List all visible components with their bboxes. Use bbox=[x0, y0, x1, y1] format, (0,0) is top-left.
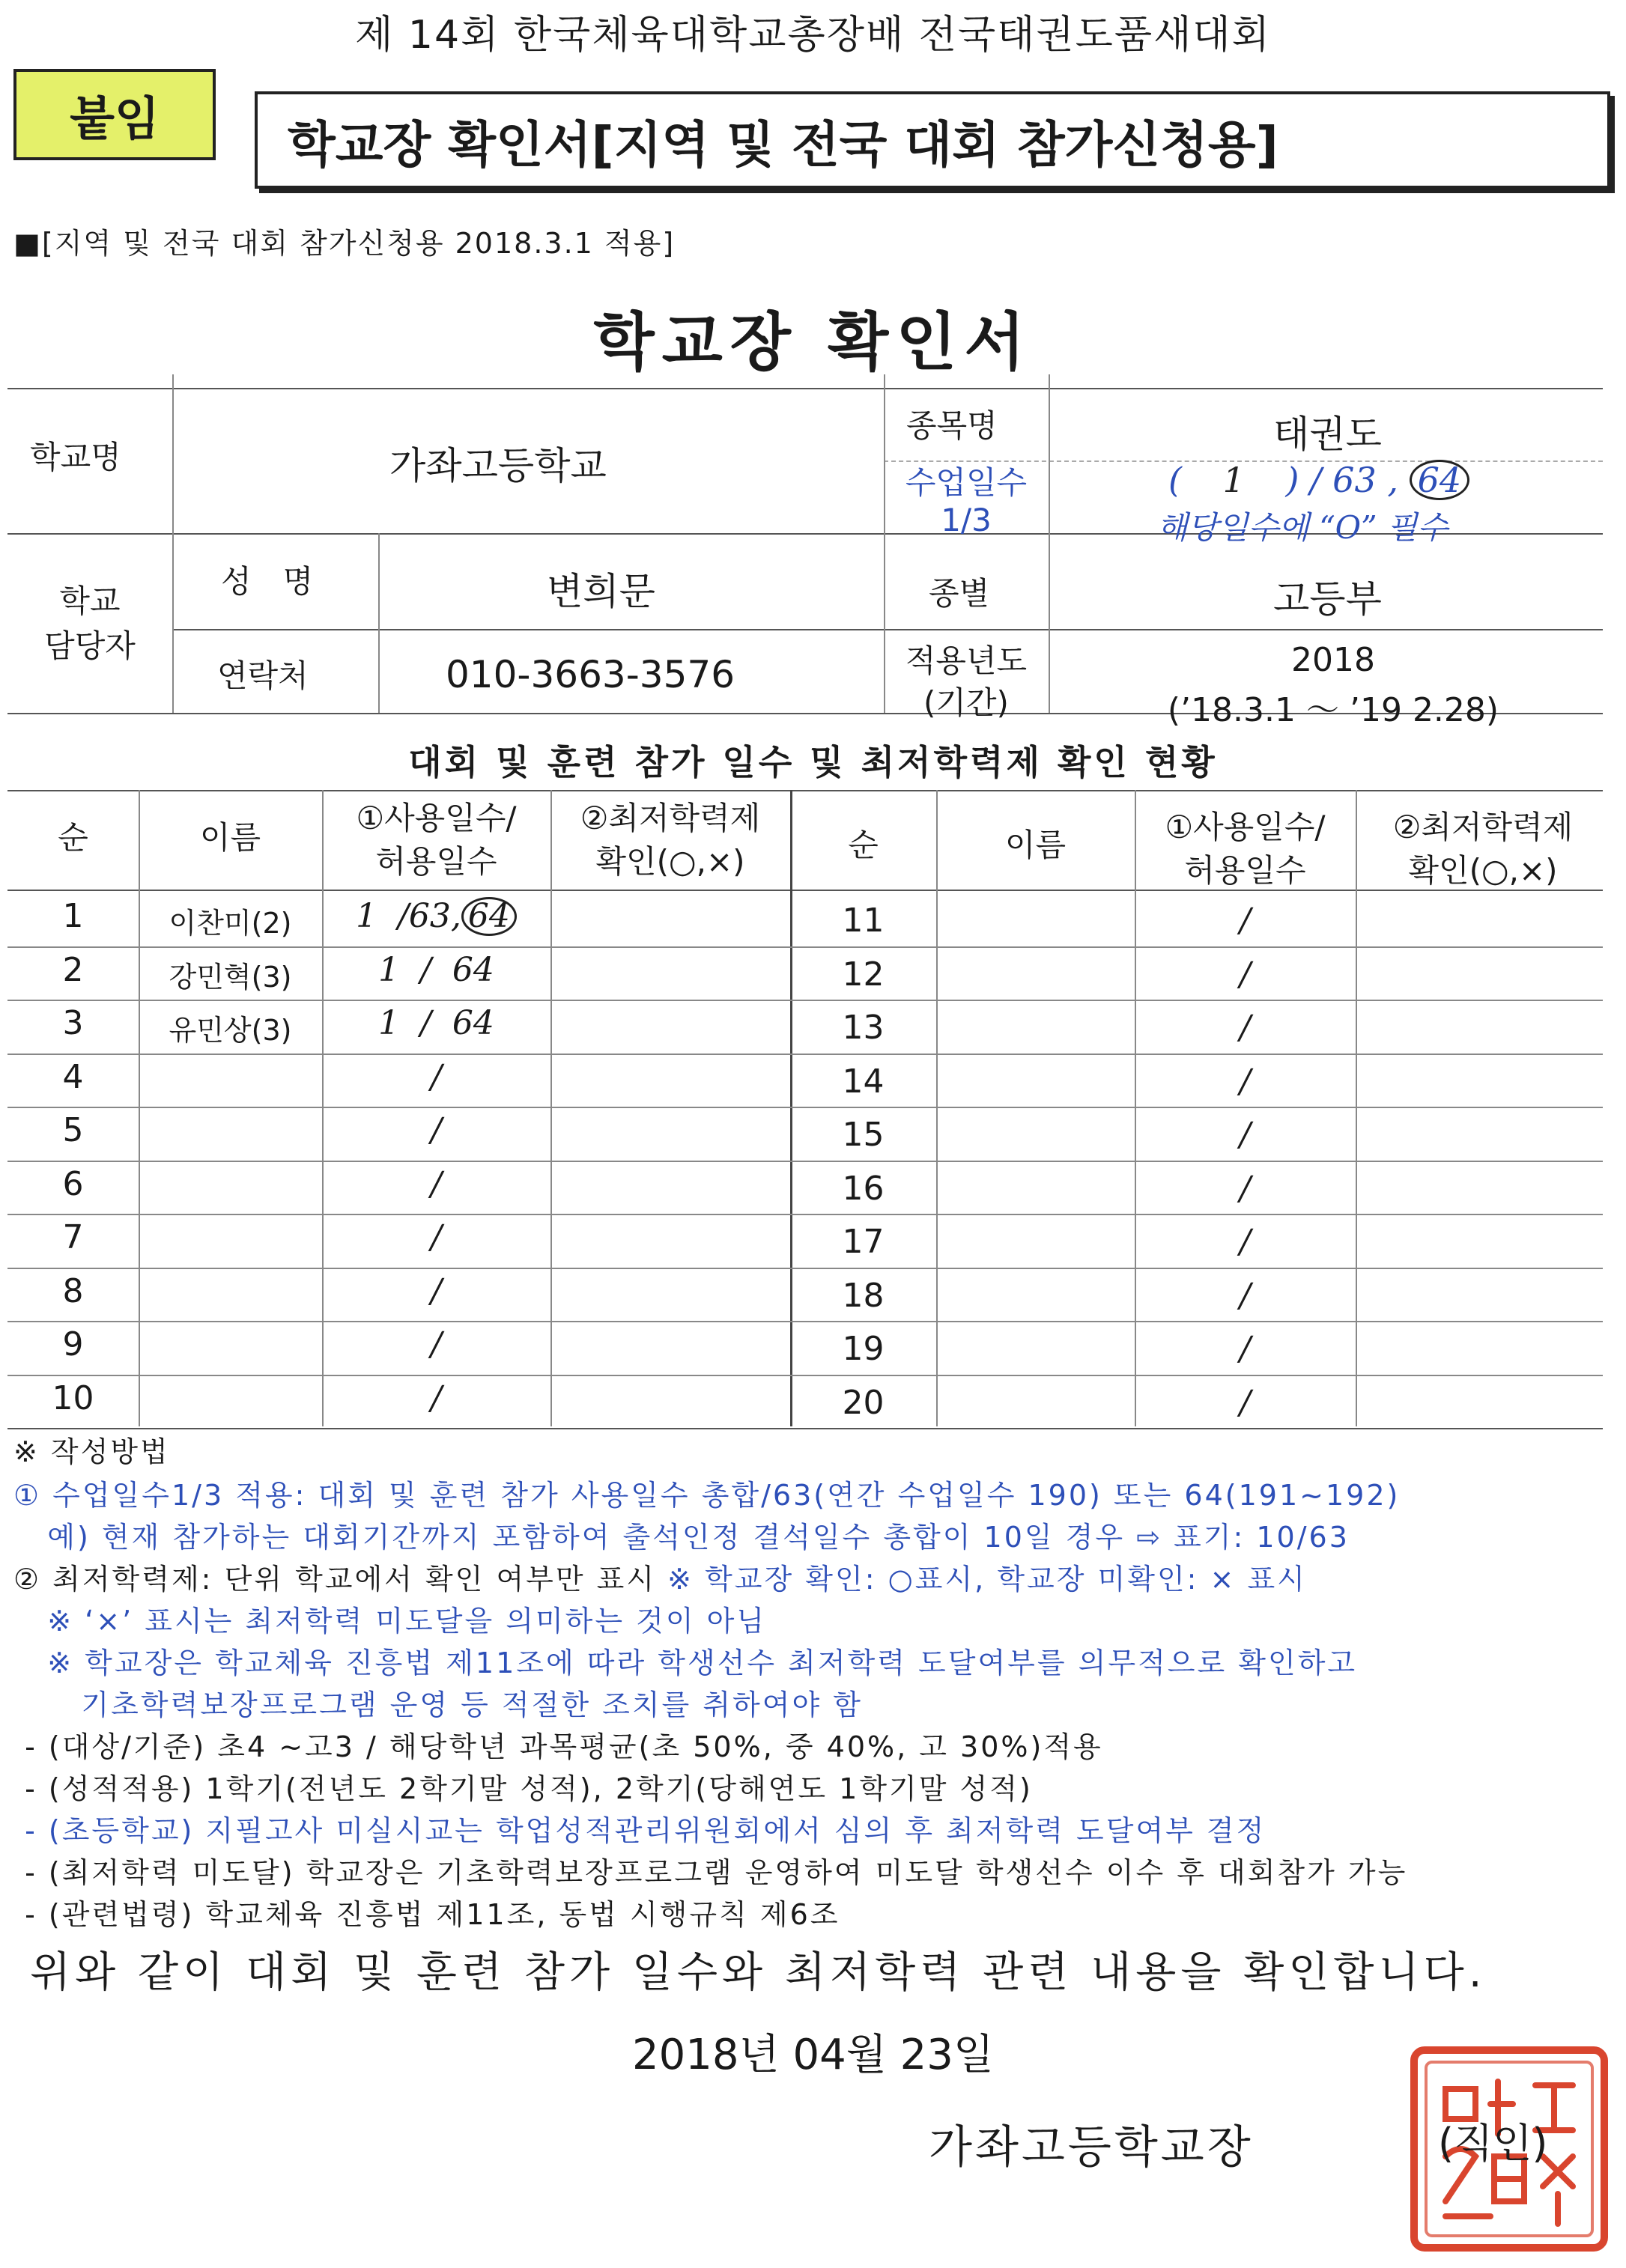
row-no-left: 3 bbox=[62, 1004, 84, 1042]
row-no-left: 10 bbox=[52, 1378, 94, 1417]
row-rule bbox=[7, 1107, 1603, 1108]
status-vline-5 bbox=[936, 790, 938, 1426]
doc-title: 학교장 확인서 bbox=[593, 305, 1033, 379]
instruction-2: 예) 현재 참가하는 대회기간까지 포함하여 출석인정 결석일수 총합이 10일 경우 ⇨ 표기: 10/63 bbox=[13, 1521, 1350, 1554]
class-days-circled: 64 bbox=[1410, 460, 1470, 500]
row-no-right: 16 bbox=[842, 1169, 885, 1208]
row-days-left bbox=[322, 1272, 550, 1310]
row-days-text: / bbox=[431, 1164, 442, 1203]
manager-label-1: 학교 bbox=[59, 583, 121, 619]
status-title: 대회 및 훈련 참가 일수 및 최저학력제 확인 현황 bbox=[408, 742, 1218, 782]
row-rule bbox=[7, 1214, 1603, 1215]
row-days-left bbox=[322, 1379, 550, 1417]
row-days-text: / bbox=[431, 1325, 442, 1363]
header-min-1-right: ②최저학력제 bbox=[1392, 809, 1574, 845]
instructions-heading: ※ 작성방법 bbox=[13, 1435, 170, 1468]
school-name-label: 학교명 bbox=[30, 439, 121, 475]
row-days-right: / bbox=[1240, 1276, 1251, 1315]
row-no-right: 11 bbox=[842, 902, 885, 940]
row-days-text: 1 /63, bbox=[356, 897, 461, 935]
row-days-text: / bbox=[431, 1271, 442, 1310]
header-no-left: 순 bbox=[58, 819, 88, 856]
status-bottom-rule bbox=[7, 1428, 1603, 1429]
header-days-2-left: 허용일수 bbox=[375, 843, 497, 880]
sport-label: 종목명 bbox=[906, 407, 998, 444]
header-days-2-right: 허용일수 bbox=[1184, 852, 1306, 889]
instruction-11: - (관련법령) 학교체육 진흥법 제11조, 동법 시행규칙 제6조 bbox=[13, 1898, 840, 1931]
status-vline-1 bbox=[139, 790, 140, 1426]
row-name-left: 강민혁(3) bbox=[169, 960, 292, 994]
year-value: 2018 bbox=[1291, 641, 1375, 679]
confirm-text: 위와 같이 대회 및 훈련 참가 일수와 최저학력 관련 내용을 확인합니다. bbox=[30, 1948, 1487, 1997]
instruction-4: ※ ‘×’ 표시는 최저학력 미도달을 의미하는 것이 아님 bbox=[13, 1605, 767, 1638]
row-no-left: 8 bbox=[62, 1271, 84, 1310]
row-days-text: / bbox=[431, 1111, 442, 1149]
row-no-right: 12 bbox=[842, 955, 885, 994]
info-vline-2 bbox=[378, 533, 380, 713]
instruction-7: - (대상/기준) 초4 ~고3 / 해당학년 과목평균(초 50%, 중 40%, 고 30%)적용 bbox=[13, 1730, 1103, 1763]
instruction-5: ※ 학교장은 학교체육 진흥법 제11조에 따라 학생선수 최저학력 도달여부를 의무적으로 확인하고 bbox=[13, 1647, 1358, 1679]
sport-value: 태권도 bbox=[1273, 413, 1382, 456]
row-days-text: 1 / 64 bbox=[378, 1004, 494, 1042]
header-days-1-left: ①사용일수/ bbox=[356, 800, 517, 836]
year-period: (’18.3.1 ～ ’19 2.28) bbox=[1167, 691, 1499, 729]
row-days-left bbox=[322, 1325, 550, 1363]
row-days-right: / bbox=[1240, 1116, 1251, 1154]
class-days-open: ( bbox=[1168, 460, 1182, 500]
info-row-rule bbox=[172, 629, 1603, 630]
manager-name: 변희문 bbox=[547, 570, 655, 613]
row-days-left bbox=[322, 1058, 550, 1096]
year-label-2: (기간) bbox=[923, 684, 1009, 721]
row-days-circled: 64 bbox=[461, 897, 517, 936]
row-rule bbox=[7, 1000, 1603, 1001]
header-title: 학교장 확인서[지역 및 전국 대회 참가신청용] bbox=[255, 91, 1610, 189]
row-no-left: 4 bbox=[62, 1057, 84, 1096]
category-label: 종별 bbox=[929, 575, 990, 612]
row-rule bbox=[7, 1321, 1603, 1322]
header-name-right: 이름 bbox=[1004, 827, 1067, 863]
name-label: 성 명 bbox=[221, 563, 314, 600]
signer-name: 가좌고등학교장 bbox=[929, 2121, 1254, 2174]
instruction-3a: ② 최저학력제: 단위 학교에서 확인 여부만 표시 bbox=[13, 1563, 668, 1596]
row-name-left: 이찬미(2) bbox=[169, 907, 292, 940]
contact-label: 연락처 bbox=[217, 657, 309, 694]
row-no-left: 2 bbox=[62, 950, 84, 989]
instruction-1: ① 수업일수1/3 적용: 대회 및 훈련 참가 사용일수 총합/63(연간 수업일수 190) 또는 64(191~192) bbox=[13, 1479, 1401, 1512]
header-no-right: 순 bbox=[848, 827, 879, 863]
row-no-right: 19 bbox=[842, 1330, 885, 1368]
row-rule bbox=[7, 946, 1603, 948]
row-days-left bbox=[322, 951, 550, 989]
header-days-1-right: ①사용일수/ bbox=[1165, 809, 1326, 845]
seal-label: (직인) bbox=[1438, 2120, 1548, 2167]
attachment-tag: 붙임 bbox=[13, 69, 216, 160]
manager-label-2: 담당자 bbox=[44, 627, 136, 664]
row-no-right: 18 bbox=[842, 1276, 885, 1315]
notice-line: ■[지역 및 전국 대회 참가신청용 2018.3.1 적용] bbox=[13, 227, 676, 260]
row-days-right: / bbox=[1240, 1062, 1251, 1101]
row-days-left bbox=[322, 1004, 550, 1042]
info-vline-1 bbox=[172, 374, 174, 713]
status-top-rule bbox=[7, 790, 1603, 791]
row-days-left bbox=[322, 1218, 550, 1256]
row-rule bbox=[7, 1054, 1603, 1055]
row-days-left bbox=[322, 1111, 550, 1149]
row-days-right: / bbox=[1240, 1223, 1251, 1261]
header-min-2-left: 확인(○,×) bbox=[595, 843, 745, 880]
header-min-2-right: 확인(○,×) bbox=[1408, 852, 1558, 889]
row-name-left: 유민상(3) bbox=[169, 1014, 292, 1047]
confirm-date: 2018년 04월 23일 bbox=[632, 2031, 994, 2079]
row-days-right: / bbox=[1240, 1169, 1251, 1208]
row-rule bbox=[7, 1268, 1603, 1269]
instruction-3b: ※ 학교장 확인: ○표시, 학교장 미확인: × 표시 bbox=[667, 1563, 1307, 1596]
row-no-right: 13 bbox=[842, 1009, 885, 1047]
class-days-mid: ) / 63 , bbox=[1285, 460, 1398, 500]
instruction-8: - (성적적용) 1학기(전년도 2학기말 성적), 2학기(당해연도 1학기말 성적) bbox=[13, 1772, 1033, 1805]
row-no-left: 7 bbox=[62, 1218, 84, 1256]
row-days-left bbox=[322, 1165, 550, 1203]
row-days-right: / bbox=[1240, 902, 1251, 940]
class-days-used: 1 bbox=[1222, 460, 1245, 500]
school-name: 가좌고등학교 bbox=[389, 444, 607, 487]
row-days-right: / bbox=[1240, 1383, 1251, 1422]
row-no-right: 15 bbox=[842, 1116, 885, 1154]
row-no-right: 20 bbox=[842, 1383, 885, 1422]
row-days-right: / bbox=[1240, 1330, 1251, 1368]
row-days-text: / bbox=[431, 1057, 442, 1096]
row-rule bbox=[7, 1161, 1603, 1162]
info-vline-3 bbox=[884, 374, 885, 713]
instruction-6: 기초학력보장프로그램 운영 등 적절한 조치를 취하여야 함 bbox=[13, 1688, 863, 1721]
instruction-10: - (최저학력 미도달) 학교장은 기초학력보장프로그램 운영하여 미도달 학생선수 이수 후 대회참가 가능 bbox=[13, 1856, 1408, 1889]
row-no-right: 14 bbox=[842, 1062, 885, 1101]
class-days-note: 해당일수에 “O” 필수 bbox=[1157, 509, 1448, 546]
row-no-left: 5 bbox=[62, 1111, 84, 1149]
year-label-1: 적용년도 bbox=[905, 642, 1028, 679]
info-top-rule bbox=[7, 388, 1603, 389]
row-days-right: / bbox=[1240, 1009, 1251, 1047]
instruction-9: - (초등학교) 지필고사 미실시교는 학업성적관리위원회에서 심의 후 최저학력 도달여부 결정 bbox=[13, 1814, 1266, 1847]
row-no-left: 9 bbox=[62, 1325, 84, 1363]
category-value: 고등부 bbox=[1273, 577, 1382, 621]
row-days-text: / bbox=[431, 1378, 442, 1417]
row-rule bbox=[7, 1375, 1603, 1376]
event-title: 제 14회 한국체육대학교총장배 전국태권도품새대회 bbox=[355, 13, 1271, 58]
class-days-label-2: 1/3 bbox=[941, 502, 992, 538]
class-days-value bbox=[1168, 460, 1469, 500]
class-days-label-1: 수업일수 bbox=[905, 464, 1028, 501]
header-min-1-left: ②최저학력제 bbox=[580, 800, 761, 836]
row-days-left bbox=[322, 897, 550, 936]
row-no-right: 17 bbox=[842, 1223, 885, 1261]
status-vline-3 bbox=[550, 790, 552, 1426]
contact-value: 010-3663-3576 bbox=[446, 653, 735, 696]
row-no-left: 1 bbox=[62, 897, 84, 935]
row-days-right: / bbox=[1240, 955, 1251, 994]
row-days-text: 1 / 64 bbox=[378, 950, 494, 989]
row-days-text: / bbox=[431, 1218, 442, 1256]
instruction-3 bbox=[13, 1556, 1307, 1597]
row-no-left: 6 bbox=[62, 1164, 84, 1203]
header-name-left: 이름 bbox=[199, 819, 261, 856]
